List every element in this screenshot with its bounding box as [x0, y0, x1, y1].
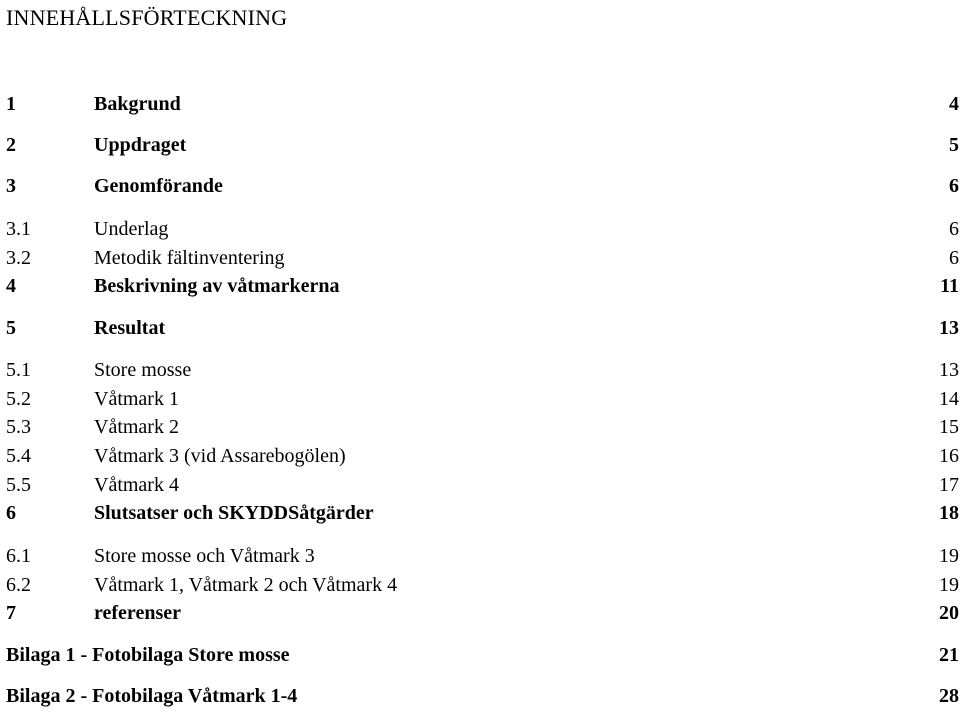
toc-entry[interactable]	[6, 91, 959, 117]
toc-entry-page-number: 16	[939, 445, 959, 467]
toc-entry-label: Resultat	[94, 317, 166, 339]
toc-entry-label: Våtmark 1, Våtmark 2 och Våtmark 4	[94, 574, 398, 596]
toc-entry-page-number: 19	[939, 545, 959, 567]
toc-entry-label: Underlag	[94, 218, 169, 240]
toc-entry[interactable]	[6, 683, 959, 709]
toc-entry-page-number: 13	[939, 317, 959, 339]
toc-entry-label: Slutsatser och SKYDDSåtgärder	[94, 502, 374, 524]
toc-entry[interactable]	[6, 273, 959, 299]
toc-entry-label: Bilaga 2 - Fotobilaga Våtmark 1-4	[6, 685, 298, 707]
toc-entry-page-number: 6	[949, 175, 959, 197]
page-title: INNEHÅLLSFÖRTECKNING	[6, 5, 288, 30]
toc-entry[interactable]	[6, 543, 959, 569]
toc-entry-number: 5.4	[6, 445, 31, 467]
toc-entry[interactable]	[6, 600, 959, 626]
toc-entry[interactable]	[6, 572, 959, 598]
toc-entry-label: Beskrivning av våtmarkerna	[94, 275, 340, 297]
toc-entry-number: 5.1	[6, 359, 31, 381]
toc-entry[interactable]	[6, 245, 959, 271]
toc-entry[interactable]	[6, 443, 959, 469]
toc-entry[interactable]	[6, 642, 959, 668]
toc-entry-page-number: 6	[949, 247, 959, 269]
toc-entry-number: 5	[6, 317, 16, 339]
toc-entry[interactable]	[6, 500, 959, 526]
toc-entry-number: 5.5	[6, 474, 31, 496]
toc-entry-page-number: 19	[939, 574, 959, 596]
toc-entry-label: Metodik fältinventering	[94, 247, 285, 269]
toc-entry[interactable]	[6, 472, 959, 498]
toc-entry-page-number: 17	[939, 474, 959, 496]
toc-entry-label: Våtmark 4	[94, 474, 179, 496]
toc-entry-number: 6.2	[6, 574, 31, 596]
toc-entry-label: Våtmark 2	[94, 416, 179, 438]
toc-entry[interactable]	[6, 132, 959, 158]
toc-entry-label: Bilaga 1 - Fotobilaga Store mosse	[6, 644, 290, 666]
toc-entry-number: 3.1	[6, 218, 31, 240]
toc-entry[interactable]	[6, 173, 959, 199]
toc-entry-page-number: 6	[949, 218, 959, 240]
toc-entry[interactable]	[6, 386, 959, 412]
toc-entry-page-number: 4	[949, 93, 959, 115]
toc-entry[interactable]	[6, 315, 959, 341]
toc-entry-label: Våtmark 1	[94, 388, 179, 410]
toc-entry-number: 1	[6, 93, 16, 115]
toc-entry-number: 2	[6, 134, 16, 156]
toc-entry-page-number: 11	[940, 275, 959, 297]
toc-entry-label: Genomförande	[94, 175, 223, 197]
toc-entry-label: Bakgrund	[94, 93, 181, 115]
toc-entry-label: Store mosse	[94, 359, 192, 381]
toc-entry-label: Store mosse och Våtmark 3	[94, 545, 315, 567]
toc-entry-label: Våtmark 3 (vid Assarebogölen)	[94, 445, 346, 467]
toc-entry-page-number: 21	[939, 644, 959, 666]
toc-entry-number: 5.3	[6, 416, 31, 438]
toc-entry[interactable]	[6, 216, 959, 242]
toc-entry-number: 5.2	[6, 388, 31, 410]
toc-entry-page-number: 28	[939, 685, 959, 707]
toc-entry-page-number: 20	[939, 602, 959, 624]
toc-entry-page-number: 13	[939, 359, 959, 381]
toc-entry-number: 4	[6, 275, 16, 297]
toc-entry-page-number: 18	[939, 502, 959, 524]
toc-entry-page-number: 14	[939, 388, 959, 410]
toc-entry-label: referenser	[94, 602, 181, 624]
toc-entry-page-number: 5	[949, 134, 959, 156]
toc-entry-label: Uppdraget	[94, 134, 187, 156]
toc-entry-number: 6.1	[6, 545, 31, 567]
toc-entry[interactable]	[6, 357, 959, 383]
toc-entry-number: 6	[6, 502, 16, 524]
toc-entry-number: 3	[6, 175, 16, 197]
toc-entry-number: 7	[6, 602, 16, 624]
toc-entry[interactable]	[6, 414, 959, 440]
toc-entry-number: 3.2	[6, 247, 31, 269]
toc-entry-page-number: 15	[939, 416, 959, 438]
